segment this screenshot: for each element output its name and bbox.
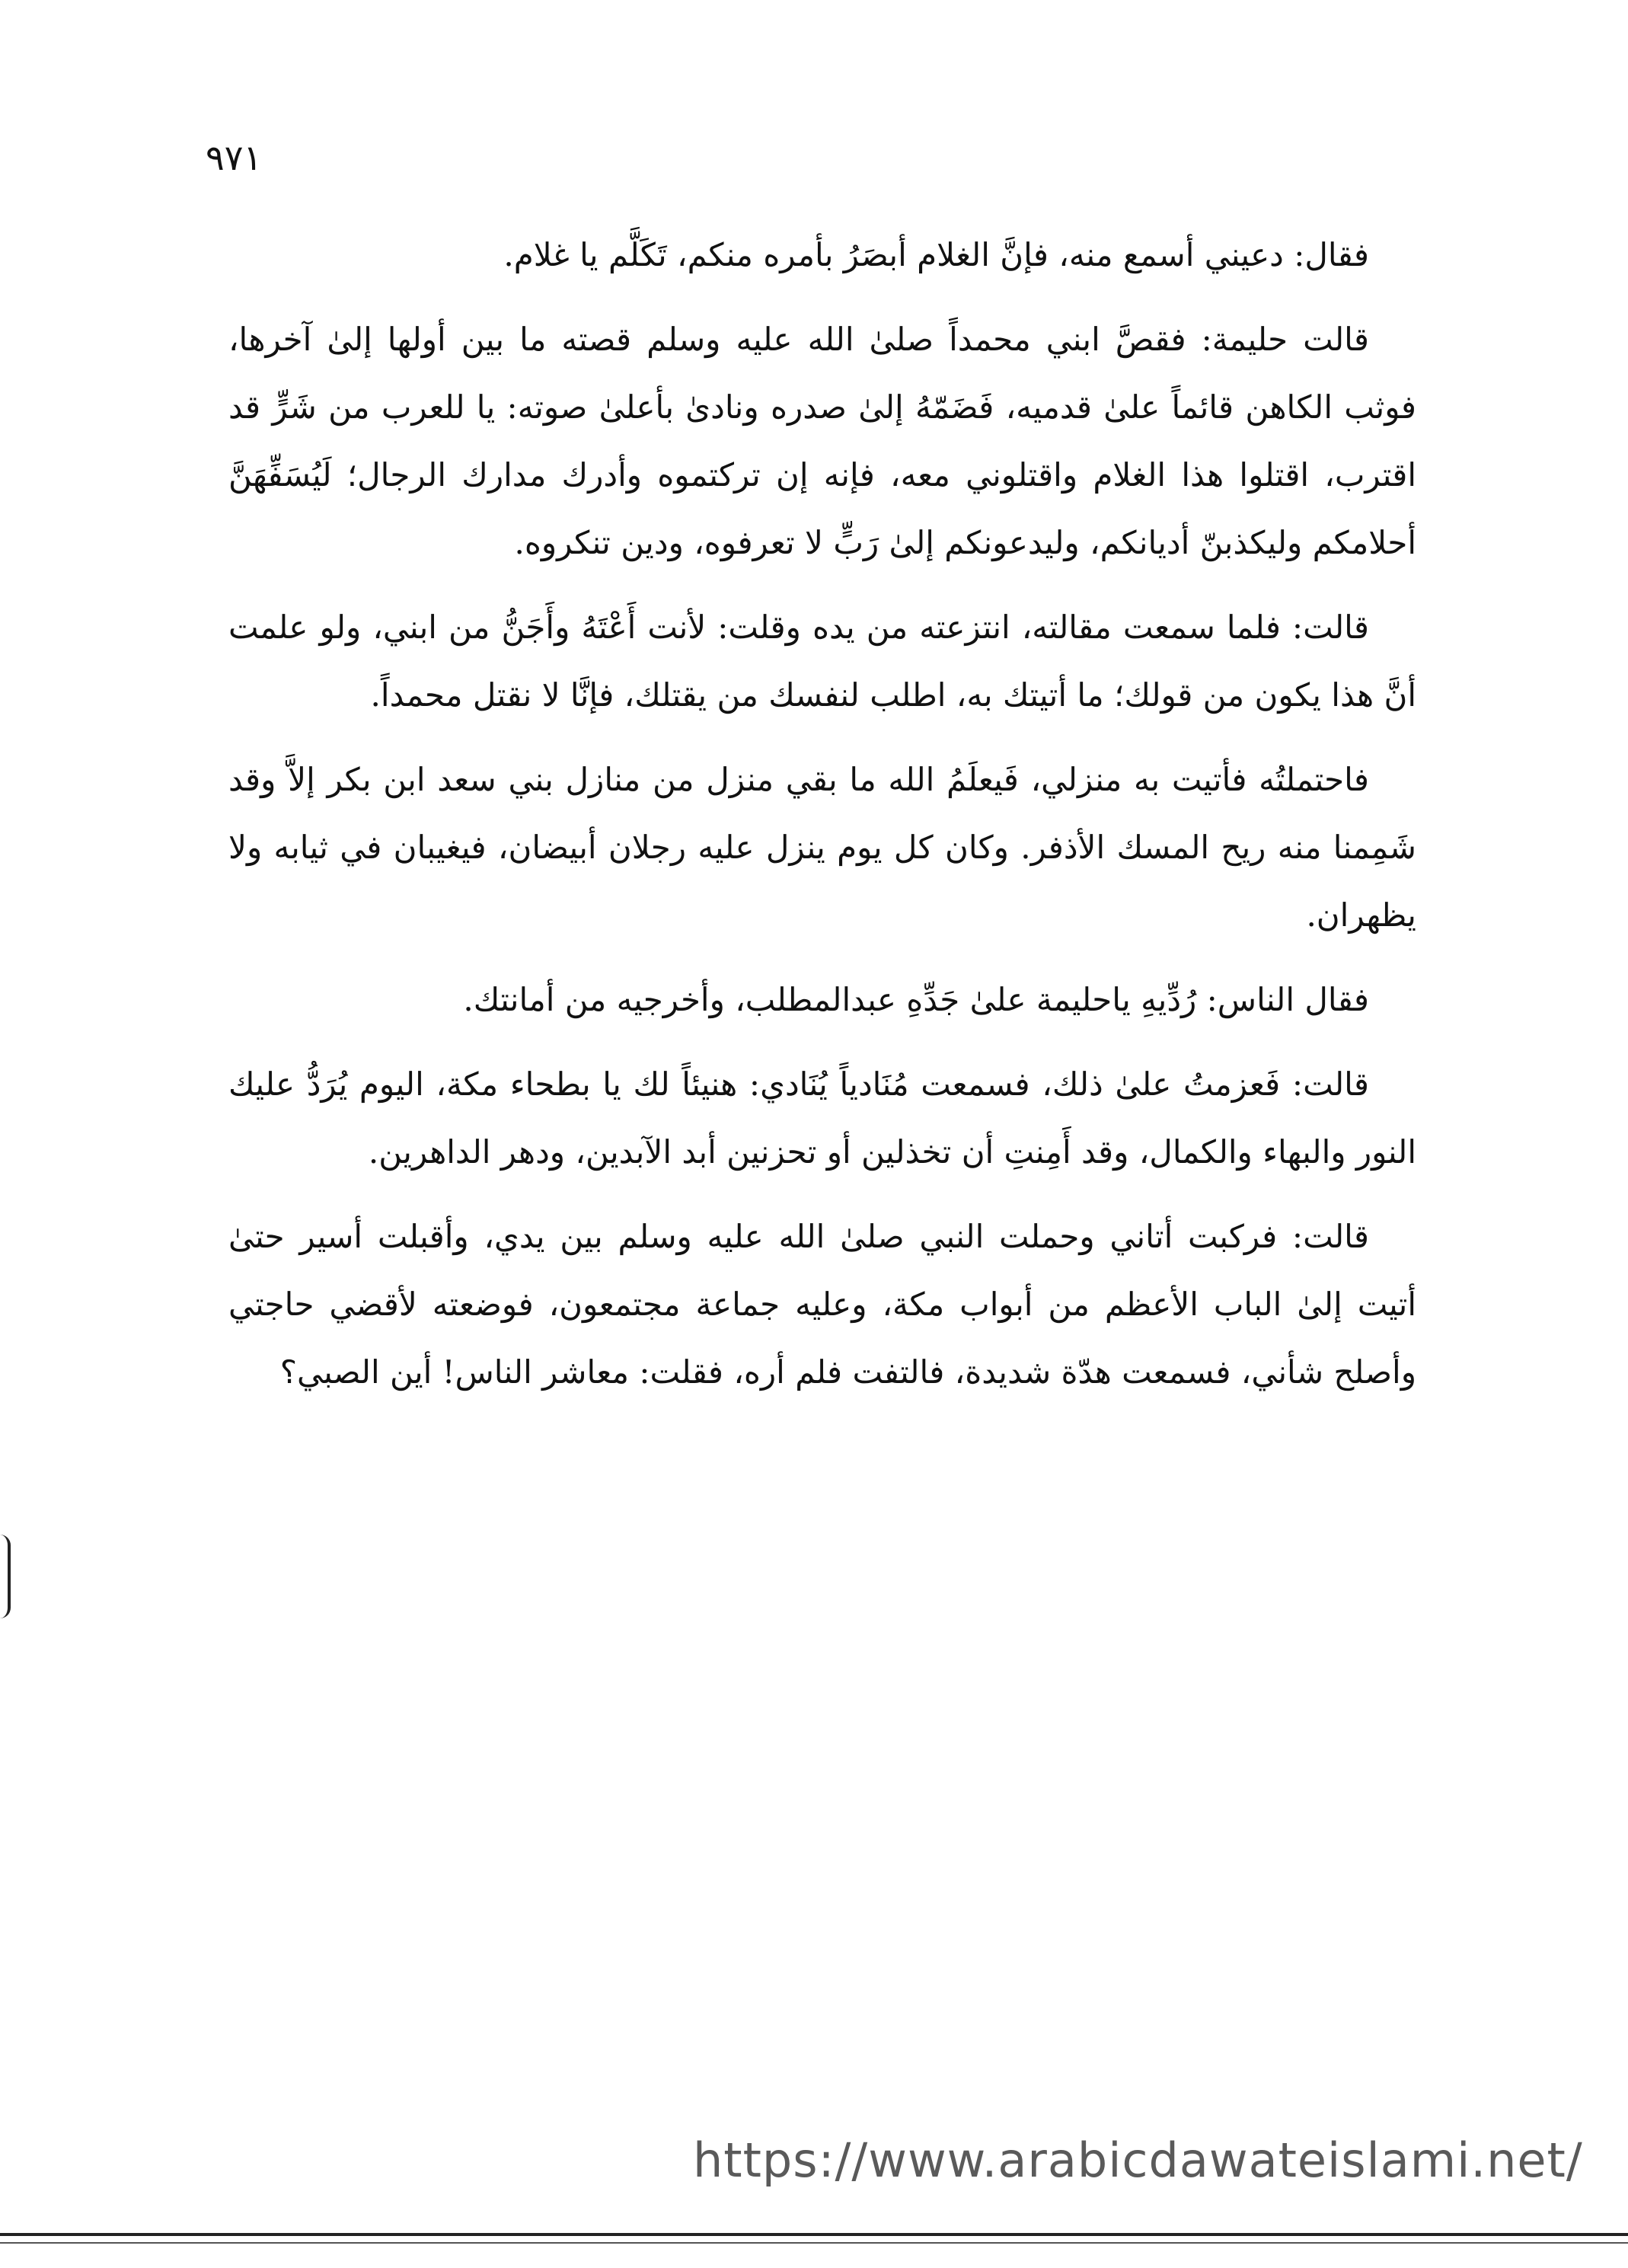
bottom-rule (0, 2233, 1628, 2236)
paragraph: قالت: فَعزمتُ علىٰ ذلك، فسمعت مُنَادياً يُنَادي: هنيئاً لك يا بطحاء مكة، اليوم يُرَدُّ عليك النور والبهاء والكمال، وقد أَمِنتِ أن تخذلين أو تحزنين أبد الآبدين، ودهر الداهرين. (228, 1065, 1416, 1171)
paragraph: قالت: فركبت أتاني وحملت النبي صلىٰ الله عليه وسلم بين يدي، وأقبلت أسير حتىٰ أتيت إلىٰ الباب الأعظم من أبواب مكة، وعليه جماعة مجتمعون، فوضعته لأقضي حاجتي وأصلح شأني، فسمعت هدّة شديدة، فالتفت فلم أره، فقلت: معاشر الناس! أين الصبي؟ (228, 1218, 1416, 1391)
page-number: ٩٧١ (206, 137, 263, 178)
paragraph: قالت حليمة: فقصَّ ابني محمداً صلىٰ الله عليه وسلم قصته ما بين أولها إلىٰ آخرها، فوثب الكاهن قائماً علىٰ قدميه، فَضَمّهُ إلىٰ صدره ونادىٰ بأعلىٰ صوته: يا للعرب من شَرٍّ قد اقترب، اقتلوا هذا الغلام واقتلوني معه، فإنه إن تركتموه وأدرك مدارك الرجال؛ لَيُسَفِّهَنَّ أحلامكم وليكذبنّ أديانكم، وليدعونكم إلىٰ رَبٍّ لا تعرفوه، ودين تنكروه. (228, 321, 1416, 561)
watermark-url: https://www.arabicdawateislami.net/ (693, 2132, 1583, 2188)
paragraph: قالت: فلما سمعت مقالته، انتزعته من يده وقلت: لأنت أَعْتَهُ وأَجَنُّ من ابني، ولو علمت أنَّ هذا يكون من قولك؛ ما أتيتك به، اطلب لنفسك من يقتلك، فإنَّا لا نقتل محمداً. (228, 609, 1416, 714)
paragraph: فاحتملتُه فأتيت به منزلي، فَيعلَمُ الله ما بقي منزل من منازل بني سعد ابن بكر إلاَّ وقد شَمِمنا منه ريح المسك الأذفر. وكان كل يوم ينزل عليه رجلان أبيضان، فيغيبان في ثيابه ولا يظهران. (228, 761, 1416, 934)
bottom-rule-thin (0, 2242, 1628, 2244)
paragraph: فقال: دعيني أسمع منه، فإنَّ الغلام أبصَرُ بأمره منكم، تَكَلَّم يا غلام. (503, 236, 1369, 273)
body-text (228, 221, 1416, 1423)
paragraph: فقال الناس: رُدِّيهِ ياحليمة علىٰ جَدِّهِ عبدالمطلب، وأخرجيه من أمانتك. (463, 981, 1369, 1018)
binding-edge-mark (0, 1535, 11, 1618)
